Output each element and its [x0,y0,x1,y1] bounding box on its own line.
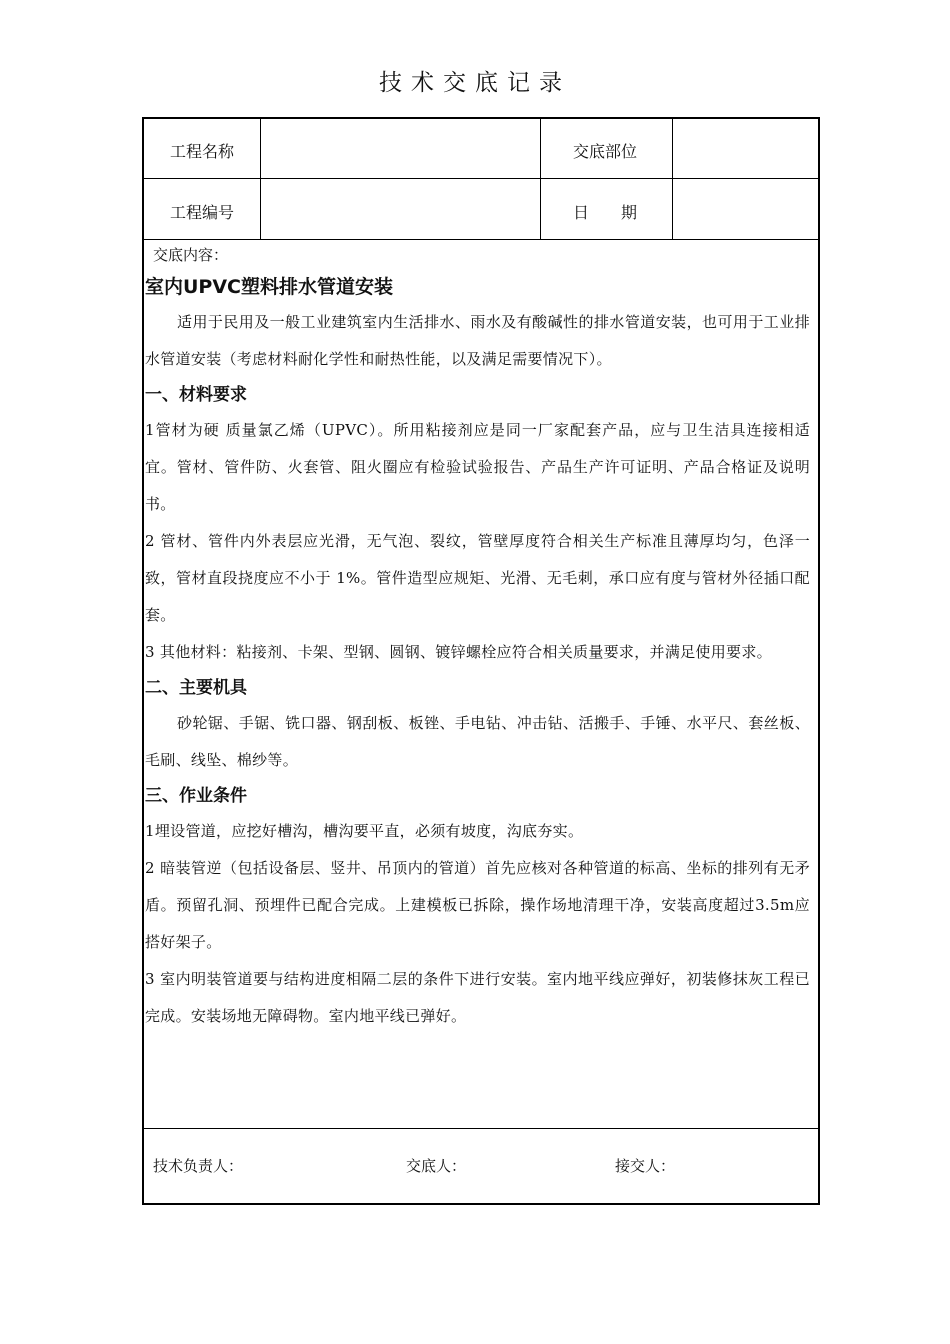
discloser-label: 交底人： [406,1157,467,1175]
content-heading: 室内UPVC塑料排水管道安装 [145,276,394,298]
grid-line [540,118,541,240]
date-label: 日 期 [573,203,638,222]
grid-line [143,1128,819,1129]
section1-item-3: 3 其他材料：粘接剂、卡架、型钢、圆钢、镀锌螺栓应符合相关质量要求，并满足使用要求。 [145,643,772,661]
section3-item-1: 1埋设管道，应挖好槽沟，槽沟要平直，必须有坡度，沟底夯实。 [145,822,584,840]
section3-item-3: 3 室内明装管道要与结构进度相隔二层的条件下进行安装。室内地平线应弹好，初装修抹灰工程已完成。安装场地无障碍物。室内地平线已弹好。 [145,970,810,1025]
disclosure-content [145,240,810,1035]
project-name-label: 工程名称 [170,142,235,161]
project-no-label: 工程编号 [170,203,235,222]
section1-item-1: 1管材为硬 质量氯乙烯（UPVC）。所用粘接剂应是同一厂家配套产品，应与卫生洁具连接相适宜。管材、管件防、火套管、阻火圈应有检验试验报告、产品生产许可证明、产品合格证及说明书。 [145,421,810,513]
receiver-label: 接交人： [615,1157,676,1175]
section1-title: 一、材料要求 [145,385,247,405]
section2-title: 二、主要机具 [145,678,247,698]
section-label: 交底部位 [573,142,638,161]
page-title: 技术交底记录 [379,70,571,96]
section2-paragraph: 砂轮锯、手锯、铣口器、钢刮板、板锉、手电钻、冲击钻、活搬手、手锤、水平尺、套丝板、毛刷、线坠、棉纱等。 [145,714,810,769]
section3-item-2: 2 暗装管逆（包括设备层、竖井、吊顶内的管道）首先应核对各种管道的标高、坐标的排列有无矛盾。预留孔洞、预埋件已配合完成。上建模板已拆除，操作场地清理干净，安装高度超过3.5m应搭好架子。 [145,859,810,951]
grid-line [260,118,261,240]
intro-paragraph: 适用于民用及一般工业建筑室内生活排水、雨水及有酸碱性的排水管道安装，也可用于工业排水管道安装（考虑材料耐化学性和耐热性能，以及满足需要情况下）。 [145,313,810,368]
content-label: 交底内容： [153,246,229,264]
section1-item-2: 2 管材、管件内外表层应光滑，无气泡、裂纹，管壁厚度符合相关生产标准且薄厚均匀，色泽一致，管材直段挠度应不小于 1%。管件造型应规矩、光滑、无毛刺，承口应有度与管材外径插口配套。 [145,532,810,624]
grid-line [143,178,819,179]
grid-line [672,118,673,240]
section3-title: 三、作业条件 [145,786,247,806]
tech-lead-label: 技术负责人： [153,1157,244,1175]
